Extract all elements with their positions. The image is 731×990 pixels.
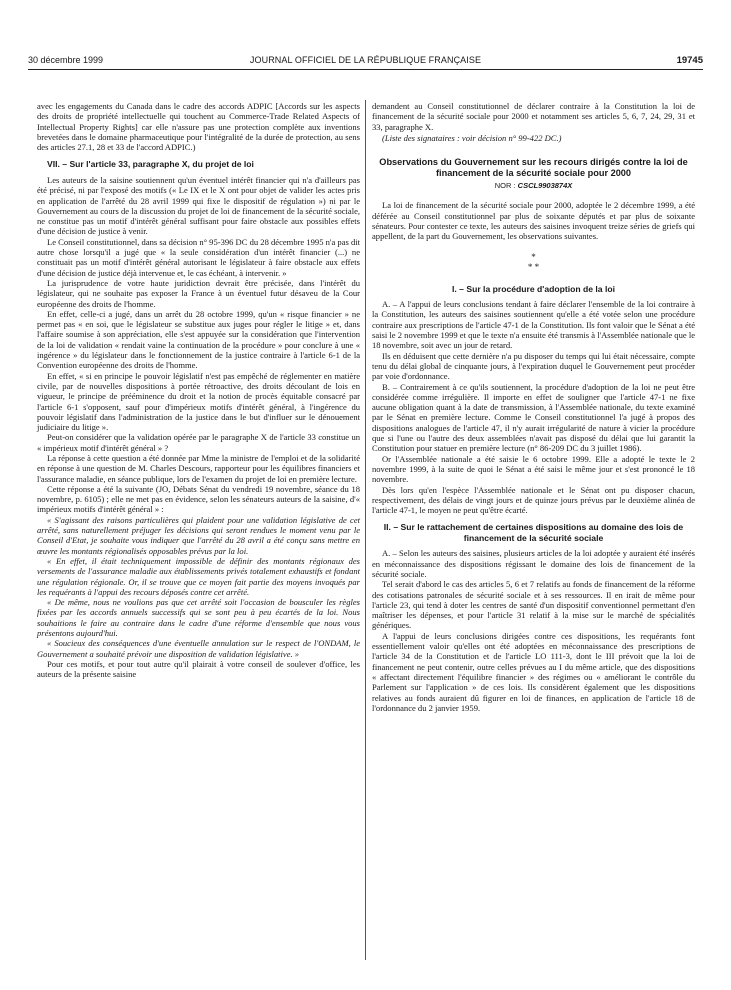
paragraph: B. – Contrairement à ce qu'ils soutiennent, la procédure d'adoption de la loi ne peut être considérée comme irrégulière. Il importe en effet de souligner que l'article 47-1 ne fixe aucune obligation quant à la date de transmission, à l'Assemblée nationale, du texte examiné par le Sénat en première lecture. Comme le Conseil constitutionnel l'a jugé à propos des dispositions analogues de l'article 47, il n'y aurait irrégularité de nature à vicier la procédure que si l'une ou l'autre des deux assemblées n'avait pas disposé du délai que lui garantit la Constitution pour statuer en première lecture (n° 86-209 DC du 3 juillet 1986).: [372, 381, 695, 454]
nor-code: CSCL9903874X: [517, 181, 573, 191]
section-heading-vii: VII. – Sur l'article 33, paragraphe X, du projet de loi: [47, 159, 254, 170]
paragraph: A. – A l'appui de leurs conclusions tendant à faire déclarer l'ensemble de la loi contraire à la Constitution, les auteurs des saisines soutiennent qu'elle a été votée selon une procédure contraire aux prescriptions de l'article 47-1 de la Constitution. Ils font valoir que le Sénat a été saisi le 2 novembre 1999 et que le texte n'a ensuite été transmis à l'Assemblée nationale que le 18 novembre, soit avec un jour de retard.: [372, 299, 695, 351]
paragraph: En effet, « si en principe le pouvoir législatif n'est pas empêché de réglementer en matière civile, par de nouvelles dispositions à portée rétroactive, des droits découlant de lois en vigueur, le principe de prééminence du droit et la notion de procès équitable consacré par l'article 6-1 s'opposent, sauf pour d'impérieux motifs d'intérêt général, à l'ingérence du pouvoir législatif dans l'administration de la justice dans le but d'influer sur le dénouement judiciaire du litige ».: [37, 370, 360, 433]
asterism: [372, 252, 695, 272]
header-page-number: 19745: [676, 55, 703, 66]
paragraph: Or l'Assemblée nationale a été saisie le 6 octobre 1999. Elle a adopté le texte le 2 novembre 1999, à la suite de quoi le Sénat a été saisi le même jour et s'est prononcé le 18 novembre.: [372, 453, 695, 485]
page-header: [28, 55, 703, 69]
header-date: 30 décembre 1999: [28, 55, 104, 65]
paragraph: Peut-on considérer que la validation opérée par le paragraphe X de l'article 33 constitue un « impérieux motif d'intérêt général » ?: [37, 432, 360, 453]
observations-title: Observations du Gouvernement sur les recours dirigés contre la loi de financement de la sécurité sociale pour 2000: [379, 157, 688, 179]
header-journal-title: JOURNAL OFFICIEL DE LA RÉPUBLIQUE FRANÇAISE: [249, 55, 482, 65]
paragraph: avec les engagements du Canada dans le cadre des accords ADPIC [Accords sur les aspects des droits de propriété intellectuelle qui touchent au Commerce-Trade Related Aspects of Intellectual Property Rights] car elle n'assure pas une protection complète aux inventions brevetées dans le domaine pharmaceutique pour l'intégralité de la durée de protection, au sens des articles 27.1, 28 et 33 de l'accord ADPIC.): [37, 101, 360, 153]
quotation: « Soucieux des conséquences d'une éventuelle annulation sur le respect de l'ONDAM, le Gouvernement a souhaité prévoir une disposition de validation législative. »: [37, 638, 360, 659]
paragraph: A l'appui de leurs conclusions dirigées contre ces dispositions, les requérants font essentiellement valoir qu'elles ont été adoptées en méconnaissance des prescriptions de l'article 34 de la Constitution et de l'article LO 111-3, dont le III prévoit que la loi de financement ne peut contenir, outre celles prévues au I du même article, que des dispositions « affectant directement l'équilibre financier » des régimes ou « améliorant le contrôle du Parlement sur l'application » de ces lois. Ils considèrent également que les dispositions relatives au fonds auraient dû figurer en loi de finances, en application de l'article 18 de l'ordonnance du 2 janvier 1959.: [372, 630, 695, 713]
paragraph: La réponse à cette question a été donnée par Mme la ministre de l'emploi et de la solidarité en réponse à une question de M. Charles Descours, rapporteur pour les équilibres financiers et l'assurance maladie, en séance publique, lors de l'examen du projet de loi en première lecture.: [37, 453, 360, 484]
paragraph: Dès lors qu'en l'espèce l'Assemblée nationale et le Sénat ont pu disposer chacun, respectivement, des délais de vingt jours et de quinze jours prévus par le deuxième alinéa de l'article 47-1, le moyen ne peut qu'être écarté.: [372, 484, 695, 516]
quotation: « En effet, il était techniquement impossible de définir des montants régionaux des versements de l'assurance maladie aux établissements privés totalement exhaustifs et fondant une régulation régionale. Or, il se trouve que ce moyen fait partie des moyens invoqués par les requérants à l'appui des recours déposés contre cet arrêté.: [37, 555, 360, 597]
column-divider: [365, 100, 366, 960]
paragraph: Tel serait d'abord le cas des articles 5, 6 et 7 relatifs au fonds de financement de la réforme des cotisations patronales de sécurité sociale et à ses ressources. Il en irait de même pour l'article 23, qui tend à doter les centres de santé d'un dispositif conventionnel permettant d'en maîtriser les dépenses, et pour l'article 31 relatif à la mise sur le marché de spécialités génériques.: [372, 579, 695, 631]
nor-label: NOR :: [494, 181, 516, 191]
paragraph: En effet, celle-ci a jugé, dans un arrêt du 28 octobre 1999, qu'un « risque financier » ne permet pas « en soi, que le législateur se substitue aux juges pour régler le litige » et, dans l'affaire soumise à son appréciation, elle s'est appuyée sur la considération que l'intervention de la loi de validation « rendait vaine la continuation de la procédure » pour conclure à une « ingérence » du législateur dans le fonctionnement de la justice contraire à l'article 6-1 de la Convention européenne des droits de l'homme.: [37, 308, 360, 371]
paragraph: demandent au Conseil constitutionnel de déclarer contraire à la Constitution la loi de financement de la sécurité sociale pour 2000 et notamment ses articles 5, 6, 7, 24, 29, 31 et 33, paragraphe X.: [372, 101, 695, 132]
paragraph: A. – Selon les auteurs des saisines, plusieurs articles de la loi adoptée y auraient été insérés en méconnaissance des dispositions régissant le domaine des lois de financement de la sécurité sociale.: [372, 548, 695, 579]
section-heading-ii: II. – Sur le rattachement de certaines dispositions au domaine des lois de financement de la sécurité sociale: [383, 522, 684, 543]
quotation: « De même, nous ne voulions pas que cet arrêté soit l'occasion de bousculer les règles fixées par les accords annuels successifs qui se sont peu à peu écartés de la loi. Nous souhaitions le faire au contraire dans le cadre d'une réforme d'ensemble que nous vous présentons aujourd'hui.: [37, 597, 360, 639]
left-column: [37, 101, 360, 680]
paragraph: Pour ces motifs, et pour tout autre qu'il plairait à votre conseil de soulever d'office, les auteurs de la présente saisine: [37, 658, 360, 680]
asterism-top: *: [531, 251, 536, 262]
asterism-bottom: * *: [527, 261, 540, 272]
nor-reference: [372, 181, 695, 191]
signatories-note: (Liste des signataires : voir décision n° 99-422 DC.): [382, 132, 562, 143]
paragraph: Les auteurs de la saisine soutiennent qu'un éventuel intérêt financier qui n'a d'ailleurs pas été précisé, ni par l'exposé des motifs (« Le IX et le X ont pour objet de valider les actes pris en application de l'arrêté du 28 avril 1999 qui fixe le dispositif de régulation ») ni par le Gouvernement au cours de la discussion du projet de loi de financement de la sécurité sociale, ne constitue pas un motif d'intérêt général suffisant pour faire obstacle aux possibles effets d'une décision de justice à venir.: [37, 174, 360, 237]
section-heading-i: I. – Sur la procédure d'adoption de la loi: [452, 283, 615, 294]
paragraph: La loi de financement de la sécurité sociale pour 2000, adoptée le 2 décembre 1999, a été déférée au Conseil constitutionnel par plus de soixante députés et par plus de soixante sénateurs. Pour contester ce texte, les auteurs des saisines invoquent treize séries de griefs qui appellent, de la part du Gouvernement, les observations suivantes.: [372, 200, 695, 242]
header-rule: [28, 69, 703, 70]
paragraph: La jurisprudence de votre haute juridiction devrait être précisée, dans l'intérêt du législateur, qui ne souhaite pas exposer la France à un éventuel futur désaveu de la Cour européenne des droits de l'homme.: [37, 277, 360, 309]
right-column: [372, 101, 695, 713]
paragraph: Le Conseil constitutionnel, dans sa décision n° 95-396 DC du 28 décembre 1995 n'a pas dit autre chose lorsqu'il a jugé que « la seule considération d'un intérêt financier (...) ne constituait pas un motif d'intérêt général autorisant le législateur à faire obstacle aux effets d'une décision de justice déjà intervenue et, le cas échéant, à intervenir. »: [37, 236, 360, 278]
paragraph: Cette réponse a été la suivante (JO, Débats Sénat du vendredi 19 novembre, séance du 18 novembre, p. 6105) ; elle ne met pas en évidence, selon les sénateurs auteurs de la saisine, d'« impérieux motifs d'intérêt général » :: [37, 483, 360, 515]
paragraph: Ils en déduisent que cette dernière n'a pu disposer du temps qui lui était nécessaire, compte tenu du délai global de cinquante jours, à l'expiration duquel le Gouvernement peut procéder par voie d'ordonnance.: [372, 350, 695, 382]
quotation: « S'agissant des raisons particulières qui plaident pour une validation législative de cet arrêté, sans naturellement préjuger les décisions qui seront rendues le moment venu par le Conseil d'Etat, je souhaite vous indiquer que l'arrêté du 28 avril a été conçu sans mettre en œuvre les montants régionalisés opposables prévus par la loi.: [37, 514, 360, 556]
